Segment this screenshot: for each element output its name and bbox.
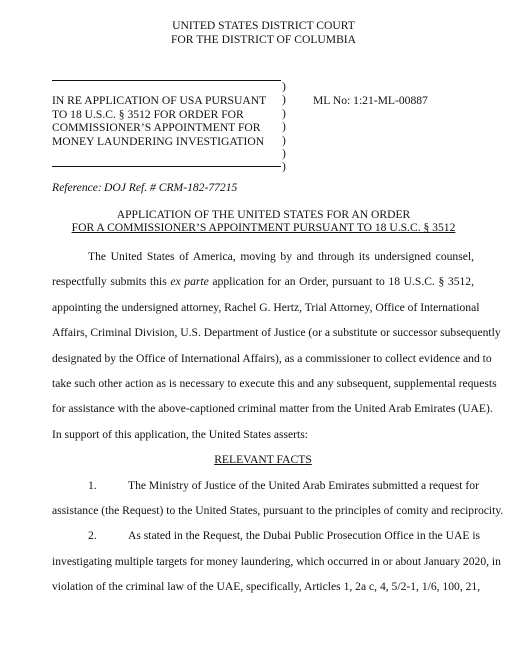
body-line: for assistance with the above-captioned criminal matter from the United Arab Emirates (UAE). bbox=[52, 402, 493, 416]
title-line-2: FOR A COMMISSIONER’S APPOINTMENT PURSUANT TO 18 U.S.C. § 3512 bbox=[71, 221, 456, 235]
caption-bottom-rule bbox=[52, 166, 281, 167]
section-heading-text: RELEVANT FACTS bbox=[214, 453, 312, 467]
body-line: designated by the Office of International Affairs), as a commissioner to collect evidence and to bbox=[52, 351, 492, 365]
paragraph-number: 2. bbox=[88, 529, 97, 543]
caption-line: COMMISSIONER’S APPOINTMENT FOR bbox=[52, 121, 261, 135]
case-caption bbox=[52, 94, 266, 148]
body-line bbox=[52, 269, 474, 294]
paragraph-1-line: assistance (the Request) to the United States, pursuant to the principles of comity and reciprocity. bbox=[52, 503, 504, 517]
case-number: ML No: 1:21-ML-00887 bbox=[313, 94, 428, 107]
caption-parentheses: ) ) ) ) ) ) ) bbox=[282, 80, 286, 174]
document-body bbox=[52, 244, 504, 599]
paragraph-2-line: investigating multiple targets for money laundering, which occurred in or about January 2020, in bbox=[52, 554, 501, 568]
text-run: The Ministry of Justice of the United Arab Emirates submitted a request for bbox=[128, 478, 479, 492]
paragraph-number: 1. bbox=[88, 478, 97, 492]
court-header bbox=[0, 19, 527, 47]
section-heading bbox=[52, 447, 474, 472]
title-line-1: APPLICATION OF THE UNITED STATES FOR AN ORDER bbox=[116, 208, 411, 221]
caption-top-rule bbox=[52, 80, 281, 81]
reference-line bbox=[52, 181, 238, 194]
body-line: Affairs, Criminal Division, U.S. Department of Justice (or a substitute or successor subsequently bbox=[52, 326, 501, 340]
text-run: As stated in the Request, the Dubai Public Prosecution Office in the UAE is bbox=[128, 529, 481, 543]
paragraph-1-line bbox=[52, 473, 479, 498]
reference-label: Reference: bbox=[52, 181, 102, 194]
body-line: take such other action as is necessary to execute this and any subsequent, supplemental requests bbox=[52, 376, 497, 390]
court-district: FOR THE DISTRICT OF COLUMBIA bbox=[170, 33, 357, 46]
paragraph-2-line bbox=[52, 523, 481, 548]
court-name: UNITED STATES DISTRICT COURT bbox=[172, 19, 355, 32]
body-line: The United States of America, moving by and through its undersigned counsel, bbox=[88, 250, 474, 263]
text-run: application for an Order, pursuant to 18 U.S.C. § 3512, bbox=[208, 275, 474, 289]
italic-term: ex parte bbox=[170, 275, 209, 289]
reference-value: DOJ Ref. # CRM-182-77215 bbox=[104, 181, 238, 194]
caption-line: IN RE APPLICATION OF USA PURSUANT bbox=[52, 94, 267, 107]
document-title bbox=[0, 208, 527, 234]
body-line: appointing the undersigned attorney, Rachel G. Hertz, Trial Attorney, Office of International bbox=[52, 300, 480, 314]
paragraph-2-line: violation of the criminal law of the UAE, specifically, Articles 1, 2a c, 4, 5/2-1, 1/6, 100, 21, bbox=[52, 580, 481, 594]
body-line: In support of this application, the United States asserts: bbox=[52, 427, 308, 441]
caption-line: MONEY LAUNDERING INVESTIGATION bbox=[52, 134, 265, 148]
caption-line: TO 18 U.S.C. § 3512 FOR ORDER FOR bbox=[52, 107, 244, 121]
text-run: respectfully submits this bbox=[52, 275, 171, 289]
